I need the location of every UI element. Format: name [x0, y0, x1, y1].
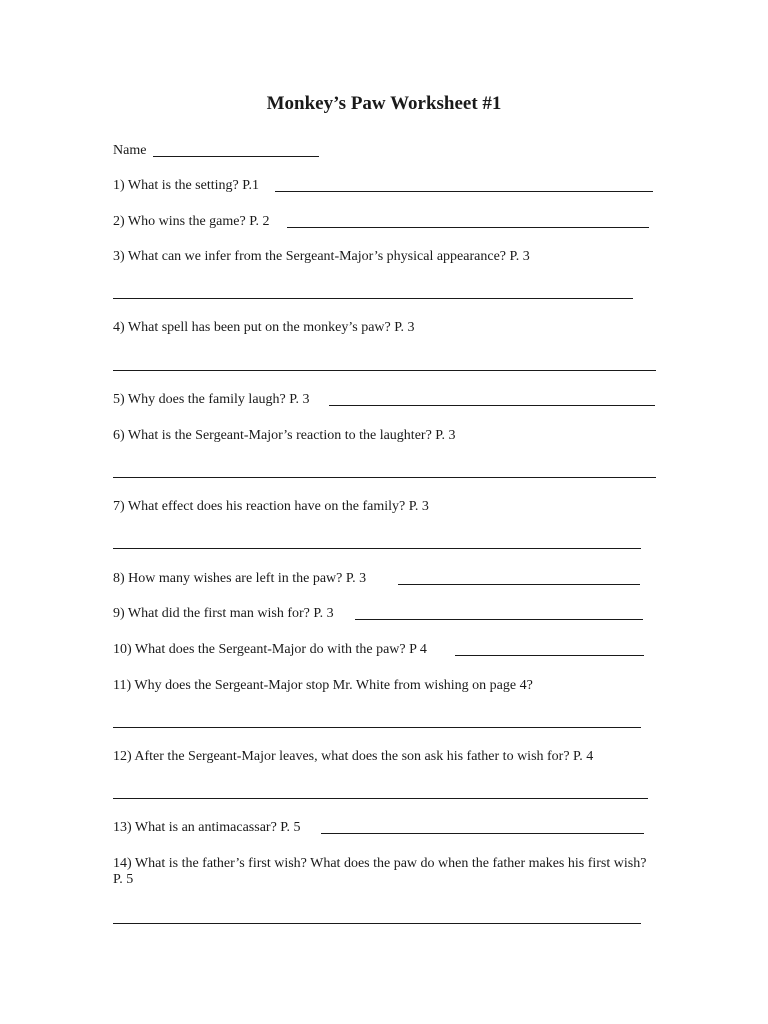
answer-line-1[interactable] [275, 191, 653, 192]
question-14: 14) What is the father’s first wish? What does the paw do when the father makes his first wish? P. 5 [113, 856, 647, 887]
question-5: 5) Why does the family laugh? P. 3 [113, 392, 310, 407]
answer-line-6[interactable] [113, 477, 656, 478]
answer-line-14[interactable] [113, 923, 641, 924]
question-7: 7) What effect does his reaction have on the family? P. 3 [113, 499, 429, 514]
question-1: 1) What is the setting? P.1 [113, 178, 259, 193]
answer-line-13[interactable] [321, 833, 644, 834]
page-title: Monkey’s Paw Worksheet #1 [266, 93, 502, 114]
question-4: 4) What spell has been put on the monkey’s paw? P. 3 [113, 320, 415, 335]
answer-line-7[interactable] [113, 548, 641, 549]
name-answer-line[interactable] [153, 156, 319, 157]
answer-line-8[interactable] [398, 584, 640, 585]
question-8: 8) How many wishes are left in the paw? P. 3 [113, 571, 367, 586]
answer-line-2[interactable] [287, 227, 649, 228]
answer-line-11[interactable] [113, 727, 641, 728]
question-6: 6) What is the Sergeant-Major’s reaction to the laughter? P. 3 [113, 428, 456, 443]
question-11: 11) Why does the Sergeant-Major stop Mr. White from wishing on page 4? [113, 678, 533, 693]
name-label: Name [113, 143, 147, 158]
answer-line-10[interactable] [455, 655, 644, 656]
question-12: 12) After the Sergeant-Major leaves, what does the son ask his father to wish for? P. 4 [113, 749, 594, 764]
answer-line-9[interactable] [355, 619, 643, 620]
question-2: 2) Who wins the game? P. 2 [113, 214, 270, 229]
answer-line-12[interactable] [113, 798, 648, 799]
answer-line-4[interactable] [113, 370, 656, 371]
question-13: 13) What is an antimacassar? P. 5 [113, 820, 301, 835]
answer-line-3[interactable] [113, 298, 633, 299]
answer-line-5[interactable] [329, 405, 655, 406]
question-3: 3) What can we infer from the Sergeant-Major’s physical appearance? P. 3 [113, 249, 530, 264]
question-9: 9) What did the first man wish for? P. 3 [113, 606, 334, 621]
question-10: 10) What does the Sergeant-Major do with the paw? P 4 [113, 642, 427, 657]
